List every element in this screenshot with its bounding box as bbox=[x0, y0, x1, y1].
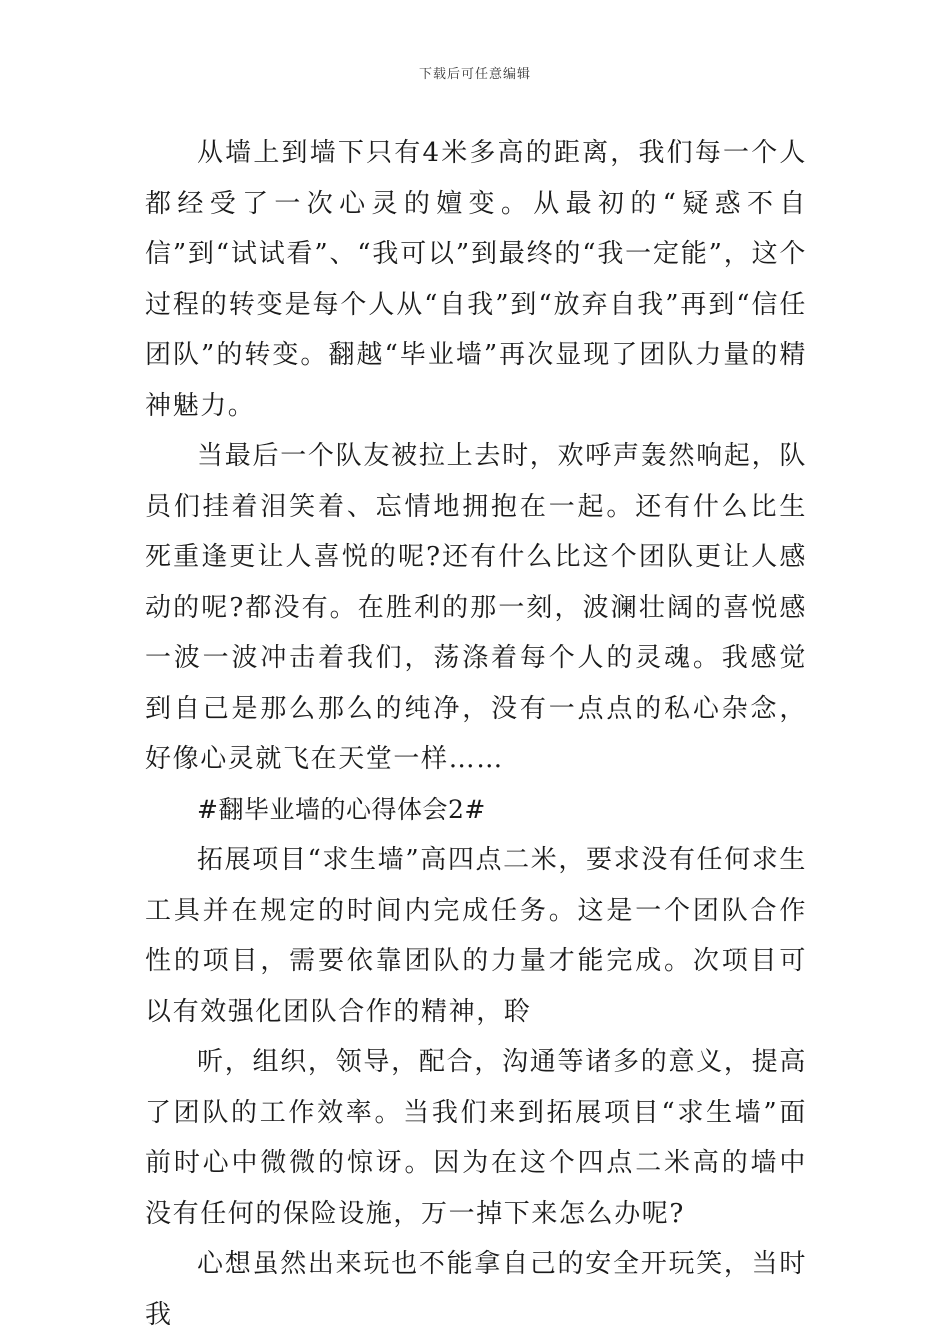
paragraph-2: 当最后一个队友被拉上去时，欢呼声轰然响起，队员们挂着泪笑着、忘情地拥抱在一起。还有什么比生死重逢更让人喜悦的呢?还有什么比这个团队更让人感动的呢?都没有。在胜利的那一刻，波澜壮阔的喜悦感一波一波冲击着我们，荡涤着每个人的灵魂。我感觉到自己是那么那么的纯净，没有一点点的私心杂念，好像心灵就飞在天堂一样…… bbox=[145, 441, 807, 774]
paragraph-4: 听，组织，领导，配合，沟通等诸多的意义，提高了团队的工作效率。当我们来到拓展项目“求生墙”面前时心中微微的惊讶。因为在这个四点二米高的墙中没有任何的保险设施，万一掉下来怎么办呢? bbox=[145, 1047, 807, 1229]
header-note: 下载后可任意编辑 bbox=[418, 67, 531, 82]
paragraph-5: 心想虽然出来玩也不能拿自己的安全开玩笑，当时我 bbox=[145, 1249, 807, 1330]
section-heading: #翻毕业墙的心得体会2# bbox=[197, 794, 486, 824]
paragraph-3: 拓展项目“求生墙”高四点二米，要求没有任何求生工具并在规定的时间内完成任务。这是一个团队合作性的项目，需要依靠团队的力量才能完成。次项目可以有效强化团队合作的精神，聆 bbox=[145, 845, 807, 1027]
paragraph-1: 从墙上到墙下只有4米多高的距离，我们每一个人都经受了一次心灵的嬗变。从最初的“疑惑不自信”到“试试看”、“我可以”到最终的“我一定能”，这个过程的转变是每个人从“自我”到“放弃自我”再到“信任团队”的转变。翻越“毕业墙”再次显现了团队力量的精神魅力。 bbox=[145, 138, 807, 421]
document-body bbox=[145, 128, 807, 1340]
